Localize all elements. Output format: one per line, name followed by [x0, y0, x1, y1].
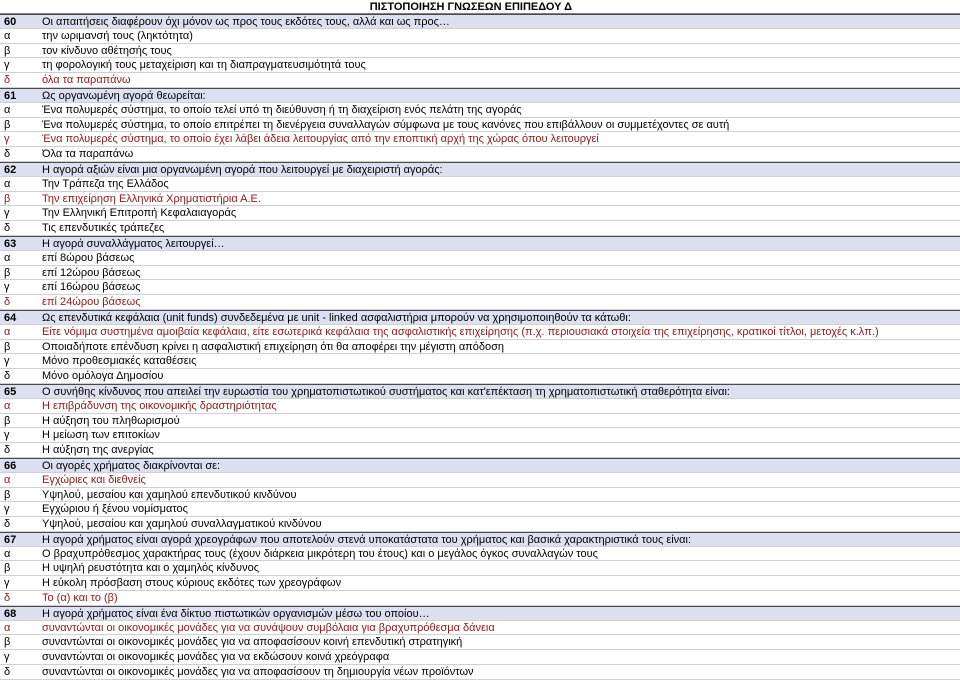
answer-row-correct [0, 192, 960, 207]
option-letter: β [4, 562, 11, 575]
option-letter: β [4, 488, 11, 501]
question-number: 65 [4, 385, 17, 398]
option-text: Όλα τα παραπάνω [42, 148, 134, 161]
question-text: Η αγορά χρήματος είναι αγορά χρεογράφων που αποτελούν στενά υποκατάστατα του χρήματος και βασικά χαρακτηριστικά τους είναι: [42, 533, 692, 546]
option-text: Το (α) και το (β) [42, 592, 118, 605]
answer-row [0, 266, 960, 281]
question-row [0, 532, 960, 547]
option-text: Την Ελληνική Επιτροπή Κεφαλαιαγοράς [42, 207, 237, 220]
question-text: Ως οργανωμένη αγορά θεωρείται: [42, 89, 206, 102]
question-number: 67 [4, 533, 17, 546]
answer-row [0, 547, 960, 562]
answer-row [0, 635, 960, 650]
option-text: συναντώνται οι οικονομικές μονάδες για να συνάψουν συμβόλαια για βραχυπρόθεσμα δάνεια [42, 621, 495, 634]
option-letter: α [4, 473, 11, 486]
option-letter: γ [4, 651, 10, 664]
option-letter: γ [4, 133, 10, 146]
answer-row [0, 103, 960, 118]
option-text: Υψηλού, μεσαίου και χαμηλού συναλλαγματικού κινδύνου [42, 518, 322, 531]
question-number: 64 [4, 311, 17, 324]
option-text: Υψηλού, μεσαίου και χαμηλού επενδυτικού κινδύνου [42, 488, 297, 501]
option-text: Η μείωση των επιτοκίων [42, 429, 160, 442]
option-text: Την επιχείρηση Ελληνικά Χρηματιστήρια Α.Ε. [42, 192, 261, 205]
option-letter: α [4, 29, 11, 42]
answer-row [0, 206, 960, 221]
option-text: την ωριμανσή τους (ληκτότητα) [42, 29, 193, 42]
option-letter: α [4, 177, 11, 190]
option-letter: β [4, 636, 11, 649]
option-text: όλα τα παραπάνω [42, 74, 131, 87]
option-text: επί 16ώρου βάσεως [42, 281, 141, 294]
option-letter: γ [4, 355, 10, 368]
option-letter: δ [4, 296, 11, 309]
answer-row-correct [0, 132, 960, 147]
option-letter: β [4, 44, 11, 57]
option-letter: δ [4, 592, 11, 605]
answer-row-correct [0, 473, 960, 488]
answer-row-correct [0, 621, 960, 636]
answer-row [0, 354, 960, 369]
question-number: 60 [4, 16, 17, 28]
question-text: Ο συνήθης κίνδυνος που απειλεί την ευρωστία του χρηματοπιστωτικού συστήματος και κατ'επέκταση τη χρηματοπιστωτική σταθερότητα είναι: [42, 385, 730, 398]
answer-row-correct [0, 325, 960, 340]
option-letter: δ [4, 370, 11, 383]
option-text: Ο βραχυπρόθεσμος χαρακτήρας τους (έχουν διάρκεια μικρότερη του έτους) και ο μεγάλος όγκος συναλλαγών τους [42, 547, 598, 560]
option-letter: α [4, 325, 11, 338]
option-text: Είτε νόμιμα συστημένα αμοιβαία κεφάλαια, είτε εσωτερικά κεφάλαια της ασφαλιστικής επιχείρησης (π.χ. περιουσιακά στοιχεία της επιχείρησης, κρατικοί τίτλοι, μετοχές κ.λπ.) [42, 325, 879, 338]
answer-row [0, 414, 960, 429]
answer-row [0, 118, 960, 133]
option-letter: γ [4, 59, 10, 72]
option-letter: δ [4, 518, 11, 531]
question-text: Η αγορά χρήματος είναι ένα δίκτυο πιστωτικών οργανισμών μέσω του οποίου… [42, 607, 430, 620]
answer-row [0, 280, 960, 295]
answer-row [0, 576, 960, 591]
option-text: Εγχώριου ή ξένου νομίσματος [42, 503, 188, 516]
answer-row [0, 665, 960, 680]
option-text: επί 24ώρου βάσεως [42, 296, 141, 309]
option-letter: β [4, 340, 11, 353]
option-text: επί 8ώρου βάσεως [42, 251, 135, 264]
option-letter: β [4, 266, 11, 279]
question-row [0, 236, 960, 251]
option-letter: α [4, 399, 11, 412]
answer-row [0, 443, 960, 458]
option-text: Μόνο ομόλογα Δημοσίου [42, 370, 164, 383]
question-number: 63 [4, 237, 17, 250]
option-text: Η εύκολη πρόσβαση στους κύριους εκδότες των χρεογράφων [42, 577, 342, 590]
option-letter: β [4, 414, 11, 427]
option-text: Η υψηλή ρευστότητα και ο χαμηλός κίνδυνος [42, 562, 259, 575]
answer-row [0, 488, 960, 503]
option-text: συναντώνται οι οικονομικές μονάδες για να αποφασίσουν κοινή επενδυτική στρατηγική [42, 636, 463, 649]
option-text: Την Τράπεζα της Ελλάδος [42, 177, 169, 190]
question-row [0, 606, 960, 621]
page-header: ΠΙΣΤΟΠΟΙΗΣΗ ΓΝΩΣΕΩΝ ΕΠΙΠΕΔΟΥ Δ [0, 0, 960, 14]
option-letter: δ [4, 222, 11, 235]
answer-row [0, 517, 960, 532]
option-text: Ένα πολυμερές σύστημα, το οποίο τελεί υπό τη διεύθυνση ή τη διαχείριση ενός πελάτη της αγοράς [42, 103, 522, 116]
option-letter: δ [4, 148, 11, 161]
option-text: Ένα πολυμερές σύστημα, το οποίο έχει λάβει άδεια λειτουργίας από την εποπτική αρχή της χώρας όπου λειτουργεί [42, 133, 599, 146]
option-letter: α [4, 621, 11, 634]
option-letter: β [4, 192, 11, 205]
option-text: επί 12ώρου βάσεως [42, 266, 141, 279]
answer-row [0, 428, 960, 443]
question-text: Οι αγορές χρήματος διακρίνονται σε: [42, 459, 221, 472]
option-text: Η επιβράδυνση της οικονομικής δραστηριότητας [42, 399, 277, 412]
answer-row-correct [0, 73, 960, 88]
option-text: τον κίνδυνο αθέτησής τους [42, 44, 172, 57]
answer-row [0, 650, 960, 665]
option-text: Εγχώριες και διεθνείς [42, 473, 146, 486]
option-letter: γ [4, 429, 10, 442]
option-letter: γ [4, 207, 10, 220]
option-text: Τις επενδυτικές τράπεζες [42, 222, 165, 235]
answer-row [0, 177, 960, 192]
answer-row-correct [0, 295, 960, 310]
answer-row [0, 44, 960, 59]
answer-row [0, 58, 960, 73]
option-text: Η αύξηση του πληθωρισμού [42, 414, 180, 427]
answer-row [0, 29, 960, 44]
answer-row [0, 221, 960, 236]
option-letter: α [4, 547, 11, 560]
answer-row-correct [0, 399, 960, 414]
answer-row [0, 147, 960, 162]
option-letter: δ [4, 74, 11, 87]
option-letter: δ [4, 444, 11, 457]
answer-row-correct [0, 591, 960, 606]
question-row [0, 162, 960, 177]
option-text: Η αύξηση της ανεργίας [42, 444, 154, 457]
option-letter: α [4, 103, 11, 116]
question-number: 61 [4, 89, 17, 102]
question-text: Ως επενδυτικά κεφάλαια (unit funds) συνδεδεμένα με unit - linked ασφαλιστήρια μπορούν να χρησιμοποιηθούν τα κάτωθι: [42, 311, 631, 324]
question-text: Οι απαιτήσεις διαφέρουν όχι μόνον ως προς τους εκδότες τους, αλλά και ως προς… [42, 16, 450, 28]
answer-row [0, 340, 960, 355]
answer-row [0, 251, 960, 266]
option-letter: α [4, 251, 11, 264]
question-row [0, 458, 960, 473]
question-number: 66 [4, 459, 17, 472]
question-number: 68 [4, 607, 17, 620]
question-row [0, 88, 960, 103]
answer-row [0, 369, 960, 384]
option-letter: γ [4, 503, 10, 516]
option-text: συναντώνται οι οικονομικές μονάδες για να αποφασίσουν τη δημιουργία νέων προϊόντων [42, 666, 474, 679]
option-text: Μόνο προθεσμιακές καταθέσεις [42, 355, 197, 368]
question-number: 62 [4, 163, 17, 176]
question-text: Η αγορά αξιών είναι μια οργανωμένη αγορά που λειτουργεί με διαχειριστή αγοράς: [42, 163, 443, 176]
question-text: Η αγορά συναλλάγματος λειτουργεί… [42, 237, 225, 250]
option-text: τη φορολογική τους μεταχείριση και τη διαπραγματευσιμότητά τους [42, 59, 366, 72]
option-text: Ένα πολυμερές σύστημα, το οποίο επιτρέπει τη διενέργεια συναλλαγών σύμφωνα με τους κανόνες που επιβάλλουν οι συμμετέχοντες σε αυτή [42, 118, 730, 131]
answer-row [0, 561, 960, 576]
option-letter: γ [4, 281, 10, 294]
question-row [0, 310, 960, 325]
option-text: Οποιαδήποτε επένδυση κρίνει η ασφαλιστική επιχείρηση ότι θα αποφέρει την μέγιστη απόδοση [42, 340, 505, 353]
question-row [0, 14, 960, 29]
option-letter: γ [4, 577, 10, 590]
question-row [0, 384, 960, 399]
question-table [0, 14, 960, 680]
option-letter: β [4, 118, 11, 131]
answer-row [0, 502, 960, 517]
option-letter: δ [4, 666, 11, 679]
option-text: συναντώνται οι οικονομικές μονάδες για να εκδώσουν κοινά χρεόγραφα [42, 651, 390, 664]
